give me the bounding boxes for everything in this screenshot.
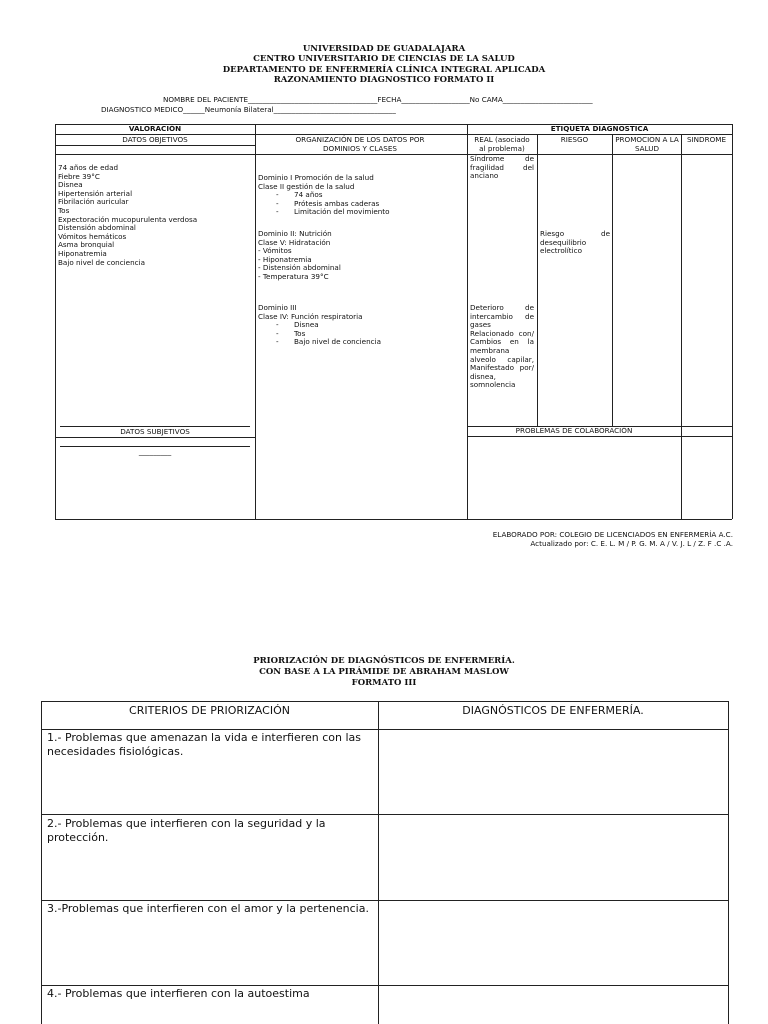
real-header: REAL (asociado al problema) <box>474 135 530 153</box>
list-item: - Prótesis ambas caderas <box>258 200 463 209</box>
prepared-by: ELABORADO POR: COLEGIO DE LICENCIADOS EN ENFERMERÍA A.C. <box>492 530 733 539</box>
objective-data-header: DATOS OBJETIVOS <box>122 135 188 144</box>
collaboration-problems-header: PROBLEMAS DE COLABORACIÓN <box>515 426 633 435</box>
list-item: Vómitos hemáticos <box>58 231 127 241</box>
subjective-data-blank: _________ <box>138 447 172 456</box>
domain-3-title: Dominio III <box>258 303 297 312</box>
department-title: DEPARTAMENTO DE ENFERMERÍA CLÍNICA INTEGRAL APLICADA <box>222 65 546 75</box>
domain-3-class: Clase IV: Función respiratoria <box>258 311 363 321</box>
criterion-row-3: 3.-Problemas que interfieren con el amor y la pertenencia. <box>47 902 369 915</box>
risk-header: RIESGO <box>560 135 589 144</box>
format-iii-title: FORMATO III <box>351 678 417 688</box>
domain-1 <box>258 174 463 217</box>
list-item: - Tos <box>258 330 463 339</box>
medical-diagnosis-line: DIAGNOSTICO MEDICO______Neumonía Bilateral__________________________________ <box>101 105 396 114</box>
list-item: Hiponatremia <box>58 248 107 258</box>
criterion-row-1: 1.- Problemas que amenazan la vida e interfieren con las necesidades fisiológicas. <box>47 731 361 758</box>
list-item: Fiebre 39°C <box>58 171 100 181</box>
real-diagnosis-2: Deterioro de intercambio de gases Relacionado con/ Cambios en la membrana alveolo capilar, Manifestado por/ disnea, somnolencia <box>470 303 534 390</box>
domain-1-items <box>258 191 463 217</box>
university-title: UNIVERSIDAD DE GUADALAJARA <box>302 44 466 54</box>
list-item: Asma bronquial <box>58 240 115 250</box>
domain-3 <box>258 304 463 347</box>
diagnostic-label-header: ETIQUETA DIAGNOSTICA <box>550 124 649 133</box>
criterion-row-4: 4.- Problemas que interfieren con la autoestima <box>47 987 310 1000</box>
subjective-data-header: DATOS SUBJETIVOS <box>120 427 190 436</box>
objective-data-list <box>58 164 253 267</box>
organization-header: ORGANIZACIÓN DE LOS DATOS POR DOMINIOS Y CLASES <box>295 135 425 153</box>
list-item: Hipertensión arterial <box>58 188 133 198</box>
list-item: Fibrilación auricular <box>58 197 129 207</box>
list-item: - Distensión abdominal <box>258 263 341 273</box>
list-item: Disnea <box>58 180 83 190</box>
domain-2 <box>258 230 463 282</box>
health-promotion-header: PROMOCION A LA SALUD <box>615 135 679 153</box>
criterion-row-2: 2.- Problemas que interfieren con la seguridad y la protección. <box>47 817 326 844</box>
nursing-diagnoses-header: DIAGNÓSTICOS DE ENFERMERÍA. <box>462 704 644 717</box>
list-item: - Hiponatremia <box>258 254 312 264</box>
valoracion-header: VALORACIÓN <box>128 124 182 133</box>
list-item: - Bajo nivel de conciencia <box>258 338 463 347</box>
center-title: CENTRO UNIVERSITARIO DE CIENCIAS DE LA SALUD <box>253 54 515 64</box>
list-item: Tos <box>58 205 70 215</box>
criteria-header: CRITERIOS DE PRIORIZACIÓN <box>129 704 290 717</box>
list-item: - Disnea <box>258 321 463 330</box>
list-item: 74 años de edad <box>58 163 119 172</box>
domain-1-class: Clase II gestión de la salud <box>258 181 355 191</box>
list-item: Bajo nivel de conciencia <box>58 257 145 267</box>
list-item: Expectoración mucopurulenta verdosa <box>58 214 198 224</box>
domain-3-items <box>258 321 463 347</box>
list-item: - 74 años <box>258 191 463 200</box>
maslow-subtitle: CON BASE A LA PIRÁMIDE DE ABRAHAM MASLOW <box>259 667 509 677</box>
format-title: RAZONAMIENTO DIAGNOSTICO FORMATO II <box>273 75 495 85</box>
domain-1-title: Dominio I Promoción de la salud <box>258 173 374 182</box>
prioritization-title: PRIORIZACIÓN DE DIAGNÓSTICOS DE ENFERMERÍA. <box>253 656 515 666</box>
patient-name-line: NOMBRE DEL PACIENTE____________________________________FECHA___________________No CAMA_________________________ <box>163 95 593 104</box>
list-item: - Limitación del movimiento <box>258 208 463 217</box>
domain-2-class: Clase V: Hidratación <box>258 237 331 247</box>
updated-by: Actualizado por: C. E. L. M / P. G. M. A / V. J. L / Z. F .C .A. <box>530 539 733 548</box>
domain-2-items <box>258 247 463 281</box>
syndrome-header: SINDROME <box>687 135 726 144</box>
real-diagnosis-1: Síndrome de fragilidad del anciano <box>470 154 534 181</box>
list-item: Distensión abdominal <box>58 223 136 233</box>
risk-diagnosis-1: Riesgo de desequilibrio electrolítico <box>540 229 610 256</box>
list-item: - Vómitos <box>258 246 292 256</box>
list-item: - Temperatura 39°C <box>258 271 329 281</box>
domain-2-title: Dominio II: Nutrición <box>258 229 332 238</box>
